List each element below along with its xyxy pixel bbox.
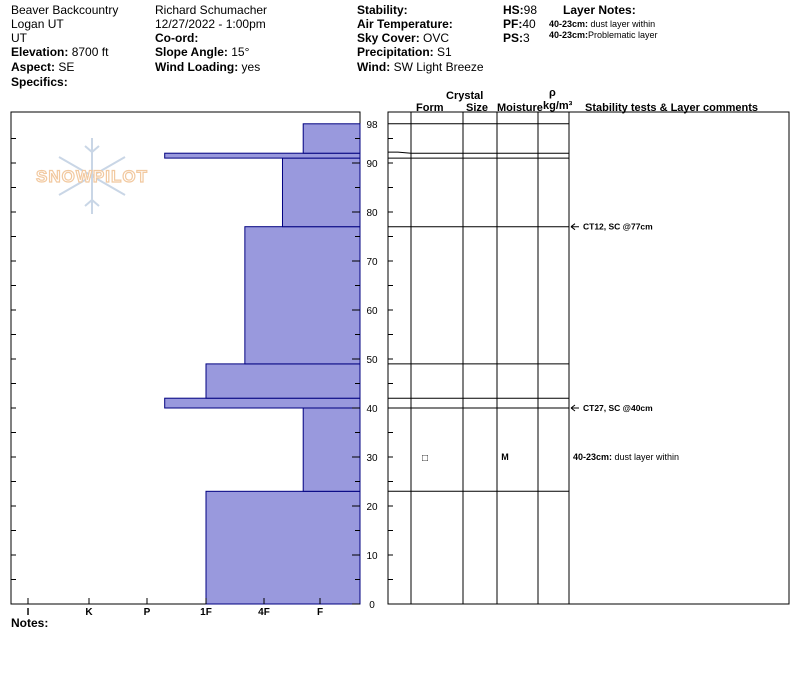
depth-tick-label: 0 [369,600,375,611]
stability-label: Stability: [357,3,408,17]
layer-note-text: Problematic layer [588,30,658,40]
rho-header: ρ [549,87,556,99]
air-temp-label: Air Temperature: [357,17,453,31]
elevation-label: Elevation: [11,45,69,59]
depth-tick-label: 80 [366,208,378,219]
ps-label: PS: [503,31,524,45]
wind-label: Wind: [357,60,391,74]
hardness-tick-label: F [316,607,324,618]
snowpilot-logo [36,138,148,214]
depth-tick-label: 70 [366,257,378,268]
depth-tick-label: 98 [366,119,378,131]
ps-value: 3 [523,31,530,45]
depth-tick-label: 40 [366,404,378,415]
hardness-tick-label: 4F [258,607,270,618]
pf-value: 40 [522,17,536,31]
depth-tick-label: 30 [366,453,378,464]
aspect-label: Aspect: [11,60,56,74]
slope-label: Slope Angle: [155,45,228,59]
slope-value: 15° [231,45,250,59]
depth-tick-label: 10 [366,551,378,562]
hardness-bar [165,398,360,408]
state: UT [11,31,27,45]
layer-comment-text: dust layer within [612,452,680,462]
layer-notes-title: Layer Notes: [563,3,636,17]
hardness-bar [206,491,360,604]
pf-label: PF: [503,17,523,31]
crystal-header: Crystal [446,90,484,102]
depth-tick-label: 50 [366,355,378,366]
depth-tick-label: 60 [366,306,378,317]
stability-test-label: CT27, SC @40cm [583,403,653,413]
hardness-bars [165,124,360,604]
wind-value: SW Light Breeze [393,60,484,74]
crystal-form-symbol: □ [421,453,429,464]
table-column-lines [411,112,569,604]
layer-annotations [422,222,679,464]
density-unit-header: kg/m³ [543,100,573,112]
layer-note-range: 40-23cm: [549,19,589,29]
observer: Richard Schumacher [155,3,268,17]
layer-boundary-lines [388,124,569,492]
wind-loading-label: Wind Loading: [155,60,239,74]
sky-value: OVC [423,31,450,45]
layer-boundary [388,152,569,153]
layer-note-text: dust layer within [590,19,656,29]
moisture-header: Moisture [497,102,543,114]
hardness-bar [303,124,360,153]
form-header: Form [416,102,444,114]
size-header: Size [466,102,489,114]
hardness-tick-label: 1F [200,607,212,618]
hardness-tick-label: I [26,607,30,618]
hardness-bar [245,227,360,364]
hardness-bar [303,408,360,491]
aspect-value: SE [58,60,75,74]
location: Beaver Backcountry [11,3,119,17]
depth-tick-label: 90 [366,159,378,170]
hs-value: 98 [523,3,538,17]
stability-test-label: CT12, SC @77cm [583,221,653,232]
layer-note-range: 40-23cm: [549,30,589,40]
layer-comment [573,452,679,462]
hardness-bar [165,153,360,158]
precip-label: Precipitation: [357,45,434,59]
hardness-bar [282,158,360,227]
region: Logan UT [11,17,64,31]
test-arrow-icon [571,405,579,411]
test-arrow-icon [571,224,579,230]
logo-text: SNOWPILOT [36,167,148,186]
comments-header: Stability tests & Layer comments [585,102,759,114]
hardness-bar [206,364,360,398]
layer-table-frame [388,112,789,604]
sky-label: Sky Cover: [357,31,420,45]
coord-label: Co-ord: [155,31,199,45]
datetime: 12/27/2022 - 1:00pm [155,17,266,31]
notes-label: Notes: [11,616,49,630]
hs-label: HS: [503,3,524,17]
hardness-tick-label: K [85,607,93,618]
hardness-tick-label: P [143,607,151,618]
layer-comment-range: 40-23cm: [573,452,613,462]
moisture-value: M [501,452,509,462]
depth-tick-label: 20 [366,502,378,513]
elevation-value: 8700 ft [71,45,109,59]
wind-loading-value: yes [241,60,261,74]
precip-value: S1 [437,45,452,59]
specifics-label: Specifics: [11,75,68,89]
